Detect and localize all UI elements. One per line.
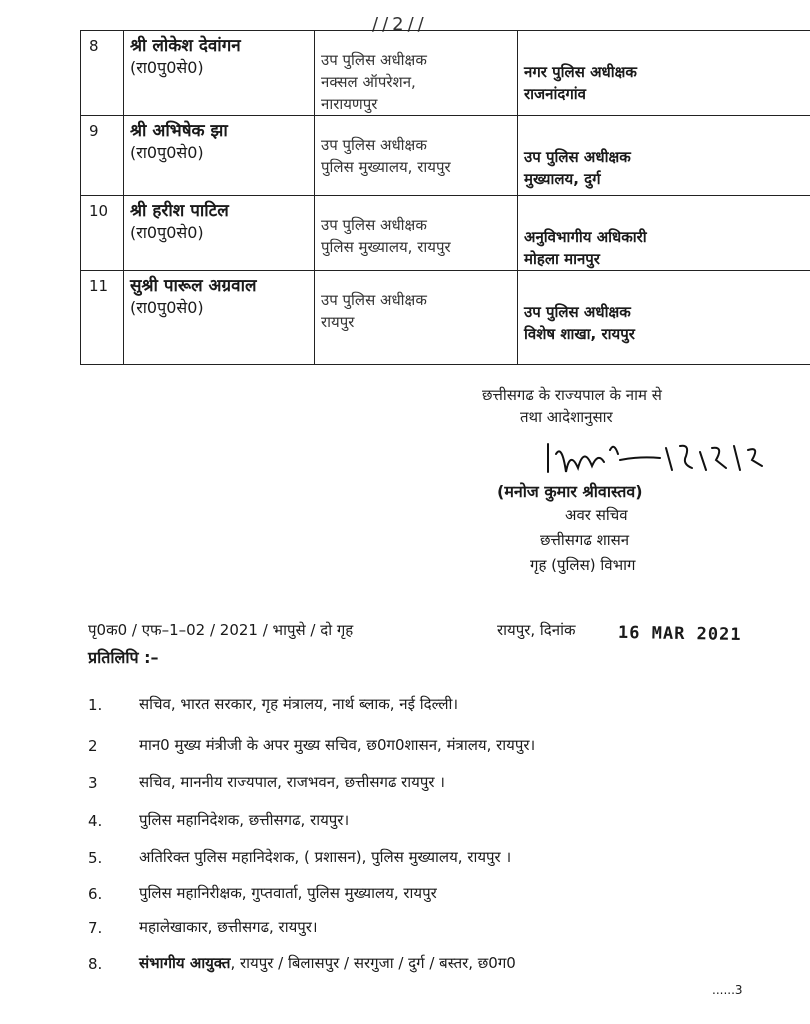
- current-posting: [315, 116, 518, 196]
- list-item-rest: , रायपुर / बिलासपुर / सरगुजा / दुर्ग / बस्तर, छ0ग0: [230, 954, 516, 972]
- officer-name: [124, 116, 315, 196]
- current-posting-line: उप पुलिस अधीक्षक: [321, 51, 427, 69]
- preamble-line-2: तथा आदेशानुसार: [520, 408, 613, 426]
- officer-name: [124, 196, 315, 271]
- list-item-text: पुलिस महानिदेशक, छत्तीसगढ, रायपुर।: [139, 811, 350, 829]
- serial-number: [81, 31, 124, 116]
- current-posting-line: पुलिस मुख्यालय, रायपुर: [321, 158, 451, 176]
- new-posting-line: विशेष शाखा, रायपुर: [524, 325, 635, 343]
- list-item-text: अतिरिक्त पुलिस महानिदेशक, ( प्रशासन), पुलिस मुख्यालय, रायपुर ।: [139, 848, 512, 866]
- list-item-number: 5.: [88, 849, 103, 867]
- list-item-number: 6.: [88, 885, 103, 903]
- officer-name-line: श्री अभिषेक झा: [130, 121, 228, 141]
- signatory-designation: अवर सचिव: [565, 506, 628, 524]
- list-item-number: 2: [88, 737, 98, 755]
- officer-name: [124, 31, 315, 116]
- current-posting-line: नक्सल ऑपरेशन,: [321, 73, 416, 91]
- serial-number-line: 8: [89, 37, 99, 55]
- serial-number: [81, 116, 124, 196]
- officer-name-line: श्री हरीश पाटिल: [130, 201, 229, 221]
- new-posting-line: नगर पुलिस अधीक्षक: [524, 63, 637, 81]
- new-posting-line: उप पुलिस अधीक्षक: [524, 148, 631, 166]
- page-marker: //2//: [372, 14, 428, 35]
- table-row: [81, 116, 810, 196]
- new-posting: [518, 31, 810, 116]
- list-item-text: [139, 953, 516, 973]
- reference-number: पृ0क0 / एफ–1–02 / 2021 / भापुसे / दो गृह: [88, 621, 354, 639]
- list-item-text: सचिव, भारत सरकार, गृह मंत्रालय, नार्थ ब्लाक, नई दिल्ली।: [139, 695, 459, 713]
- current-posting: [315, 31, 518, 116]
- new-posting-line: मोहला मानपुर: [524, 250, 600, 268]
- list-item-number: 3: [88, 774, 98, 792]
- new-posting: [518, 271, 810, 365]
- current-posting: [315, 271, 518, 365]
- signatory-department: गृह (पुलिस) विभाग: [530, 556, 636, 574]
- list-item-number: 1.: [88, 696, 103, 714]
- list-item-number: 4.: [88, 812, 103, 830]
- new-posting-line: उप पुलिस अधीक्षक: [524, 303, 631, 321]
- serial-number: [81, 196, 124, 271]
- new-posting: [518, 116, 810, 196]
- new-posting-line: मुख्यालय, दुर्ग: [524, 170, 601, 188]
- new-posting: [518, 196, 810, 271]
- officer-name-line: (रा0पु0से0): [130, 143, 204, 162]
- list-item-text: महालेखाकार, छत्तीसगढ, रायपुर।: [139, 918, 318, 936]
- list-item-text: मान0 मुख्य मंत्रीजी के अपर मुख्य सचिव, छ0ग0शासन, मंत्रालय, रायपुर।: [139, 736, 536, 754]
- current-posting-line: रायपुर: [321, 313, 355, 331]
- serial-number: [81, 271, 124, 365]
- date-stamp: 16 MAR 2021: [617, 622, 742, 646]
- list-item-bold: संभागीय आयुक्त: [139, 954, 231, 972]
- current-posting-line: उप पुलिस अधीक्षक: [321, 291, 427, 309]
- table-row: [81, 31, 810, 116]
- list-item-number: 7.: [88, 919, 103, 937]
- new-posting-line: राजनांदगांव: [524, 85, 586, 103]
- list-item-text: सचिव, माननीय राज्यपाल, राजभवन, छत्तीसगढ रायपुर ।: [139, 773, 445, 791]
- officer-name: [124, 271, 315, 365]
- officer-name-line: (रा0पु0से0): [130, 223, 204, 242]
- signatory-name: (मनोज कुमार श्रीवास्तव): [497, 482, 643, 501]
- officer-name-line: (रा0पु0से0): [130, 58, 204, 77]
- preamble-line-1: छत्तीसगढ के राज्यपाल के नाम से: [482, 386, 662, 404]
- officer-name-line: सुश्री पारूल अग्रवाल: [130, 276, 257, 296]
- current-posting-line: पुलिस मुख्यालय, रायपुर: [321, 238, 451, 256]
- signatory-government: छत्तीसगढ शासन: [540, 531, 630, 549]
- place-date-label: रायपुर, दिनांक: [497, 621, 576, 639]
- continuation-marker: ......3: [712, 983, 743, 997]
- copy-label: प्रतिलिपि :–: [88, 648, 159, 667]
- table-row: [81, 271, 810, 365]
- serial-number-line: 9: [89, 122, 99, 140]
- list-item-text: पुलिस महानिरीक्षक, गुप्तवार्ता, पुलिस मुख्यालय, रायपुर: [139, 884, 437, 902]
- officer-name-line: (रा0पु0से0): [130, 298, 204, 317]
- serial-number-line: 11: [89, 277, 109, 295]
- current-posting-line: उप पुलिस अधीक्षक: [321, 136, 427, 154]
- list-item-number: 8.: [88, 955, 103, 973]
- handwritten-signature: [540, 432, 770, 482]
- new-posting-line: अनुविभागीय अधिकारी: [524, 228, 647, 246]
- transfer-table: [80, 30, 810, 365]
- table-row: [81, 196, 810, 271]
- current-posting: [315, 196, 518, 271]
- current-posting-line: उप पुलिस अधीक्षक: [321, 216, 427, 234]
- current-posting-line: नारायणपुर: [321, 95, 378, 113]
- serial-number-line: 10: [89, 202, 109, 220]
- officer-name-line: श्री लोकेश देवांगन: [130, 36, 241, 56]
